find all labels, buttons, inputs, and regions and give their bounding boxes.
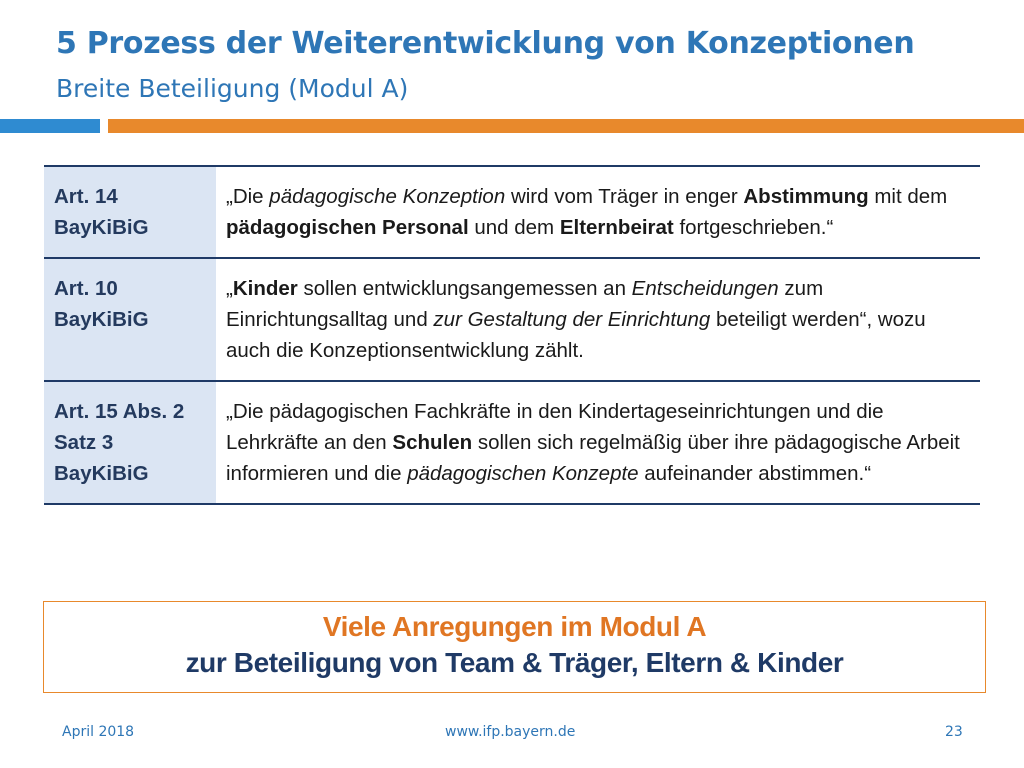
quote-segment: und dem (468, 216, 560, 239)
law-reference-line: BayKiBiG (54, 462, 149, 485)
slide-title: 5 Prozess der Weiterentwicklung von Konzeptionen (56, 26, 915, 61)
quote-segment: Entscheidungen (631, 277, 779, 300)
footer-page-number: 23 (945, 724, 963, 740)
quote-segment: aufeinander abstimmen.“ (638, 462, 872, 485)
accent-bar-blue (0, 119, 100, 133)
quote-segment: „Die (226, 185, 270, 208)
quote-segment: „ (226, 277, 233, 300)
quote-segment: pädagogische Konzeption (269, 185, 506, 208)
table-row (44, 258, 980, 381)
highlight-headline: Viele Anregungen im Modul A (322, 611, 707, 642)
quote-segment: Abstimmung (743, 185, 869, 208)
footer-url[interactable]: www.ifp.bayern.de (445, 724, 576, 740)
law-quote (216, 381, 980, 504)
footer-date: April 2018 (62, 724, 135, 740)
law-reference-line: BayKiBiG (54, 308, 149, 331)
law-reference-line: Satz 3 (54, 431, 114, 454)
slide-subtitle: Breite Beteiligung (Modul A) (56, 74, 409, 103)
quote-segment: Schulen (392, 431, 473, 454)
quote-segment: sollen sich regelmäßig über ihre pädagogische Arbeit informieren und die (226, 431, 960, 485)
law-citation-table (44, 165, 980, 505)
quote-segment: pädagogischen Konzepte (407, 462, 639, 485)
quote-segment: pädagogischen Personal (226, 216, 469, 239)
law-reference (44, 166, 216, 258)
quote-segment: Elternbeirat (559, 216, 674, 239)
quote-segment: fortgeschrieben.“ (673, 216, 834, 239)
law-reference-line: Art. 15 Abs. 2 (54, 400, 185, 423)
quote-segment: wird vom Träger in enger (505, 185, 744, 208)
quote-segment: sollen entwicklungsangemessen an (297, 277, 632, 300)
law-reference (44, 381, 216, 504)
quote-segment: beteiligt werden“, wozu auch die Konzeptionsentwicklung zählt. (226, 308, 926, 362)
table-row (44, 166, 980, 258)
law-reference-line: Art. 10 (54, 277, 118, 300)
highlight-subline: zur Beteiligung von Team & Träger, Eltern & Kinder (185, 647, 844, 678)
law-quote (216, 166, 980, 258)
law-quote (216, 258, 980, 381)
highlight-box (43, 601, 986, 693)
quote-segment: „Die pädagogischen Fachkräfte in den Kindertageseinrichtungen und die Lehrkräfte an den (226, 400, 884, 454)
table-row (44, 381, 980, 504)
quote-segment: mit dem (868, 185, 948, 208)
accent-bar-orange (108, 119, 1024, 133)
law-reference (44, 258, 216, 381)
quote-segment: Kinder (232, 277, 298, 300)
law-reference-line: Art. 14 (54, 185, 118, 208)
quote-segment: zum Einrichtungsalltag und (226, 277, 824, 331)
quote-segment: zur Gestaltung der Einrichtung (433, 308, 711, 331)
law-reference-line: BayKiBiG (54, 216, 149, 239)
